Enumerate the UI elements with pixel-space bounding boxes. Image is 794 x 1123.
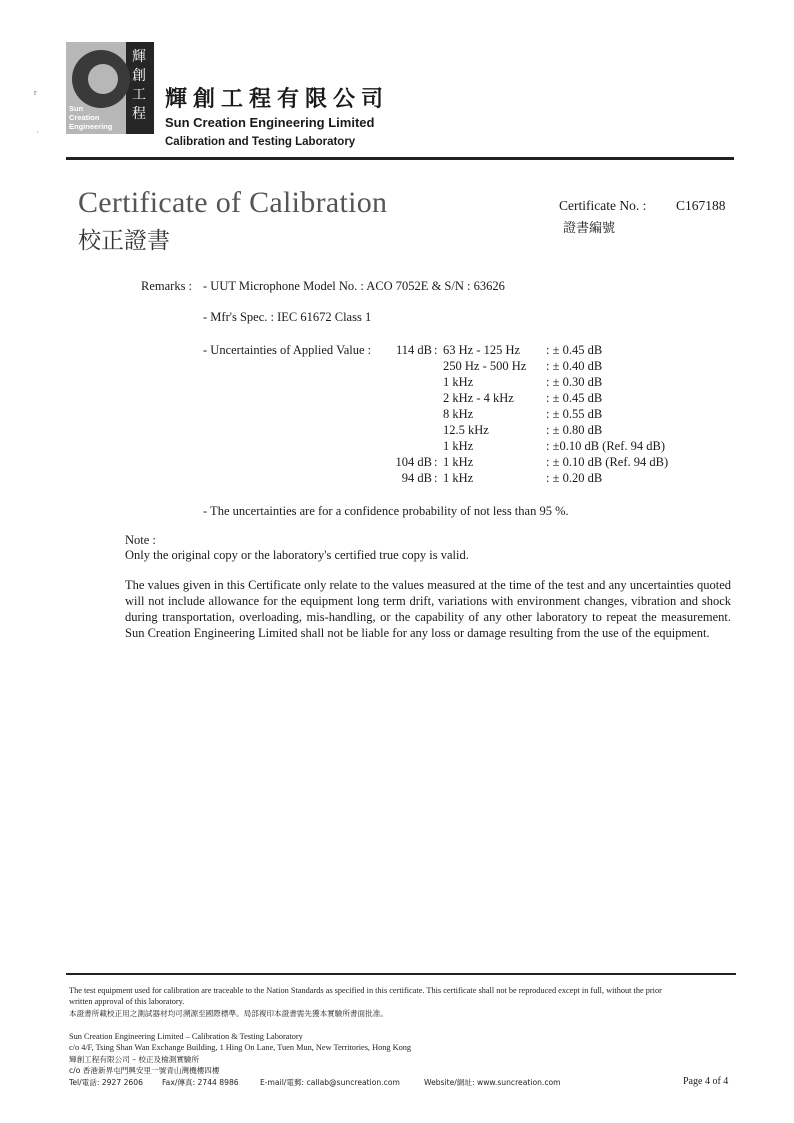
uncertainty-cell: : ± 0.45 dB [546,391,603,405]
footer-address-chinese: c/o 香港新界屯門興安里一號青山灣機樓四樓 [69,1066,220,1075]
uncertainty-cell: : ± 0.40 dB [546,359,603,373]
frequency-cell: 2 kHz - 4 kHz [443,391,514,405]
footer-fax: Fax/傳真: 2744 8986 [162,1078,239,1087]
note-label: Note : [125,533,156,547]
uncertainty-cell: : ±0.10 dB (Ref. 94 dB) [546,439,666,453]
scan-mark: r [34,88,37,97]
certificate-number: C167188 [676,198,726,213]
page-number: Page 4 of 4 [683,1076,729,1087]
logo-char: 創 [132,68,146,84]
footer-website[interactable]: Website/網址: www.suncreation.com [424,1078,561,1087]
laboratory-name: Calibration and Testing Laboratory [165,136,356,148]
traceability-statement-cont: written approval of this laboratory. [69,997,185,1006]
footer-company: Sun Creation Engineering Limited – Calibration & Testing Laboratory [69,1032,303,1041]
level-cell: 114 dB [396,343,432,357]
header-divider [66,157,734,160]
uut-model: - UUT Microphone Model No. : ACO 7052E & S/N : 63626 [203,279,505,293]
frequency-cell: 250 Hz - 500 Hz [443,359,527,373]
sep-cell: : [434,455,438,469]
frequency-cell: 63 Hz - 125 Hz [443,343,521,357]
uncertainty-cell: : ± 0.55 dB [546,407,603,421]
footer-divider [66,973,736,975]
certificate-number-label-chinese: 證書編號 [563,221,616,236]
frequency-cell: 8 kHz [443,407,474,421]
footer-telephone: Tel/電話: 2927 2606 [69,1078,143,1087]
uncertainty-label: - Uncertainties of Applied Value : [203,343,372,357]
uncertainty-cell: : ± 0.30 dB [546,375,603,389]
note-paragraph: The values given in this Certificate only relate to the values measured at the time of the test and any uncertainties quoted will not include allowance for the equipment long term drift, variations with environment changes, vibration and shock during transportation, overloading, mis-handling, or the capability of any other laboratory to repeat the measurement. Sun Creation Engineering Limited shall not be liable for any loss or damage resulting from the use of the equipment. [125,578,731,640]
frequency-cell: 1 kHz [443,439,474,453]
uncertainty-cell: : ± 0.20 dB [546,471,603,485]
traceability-statement: The test equipment used for calibration are traceable to the Nation Standards as specified in this certificate. This certificate shall not be reproduced except in full, without the prior [69,986,662,995]
frequency-cell: 1 kHz [443,471,474,485]
uncertainty-cell: : ± 0.10 dB (Ref. 94 dB) [546,455,669,469]
logo-char: 工 [132,87,146,103]
logo-text: Sun [69,104,84,113]
logo-char: 輝 [132,49,146,65]
logo-text: Engineering [69,122,113,131]
scan-mark: · [36,128,39,137]
level-cell: 94 dB [401,471,432,485]
footer-address: c/o 4/F, Tsing Shan Wan Exchange Building, 1 Hing On Lane, Tuen Mun, New Territories, Hong Kong [69,1043,412,1052]
level-cell: 104 dB [395,455,432,469]
sep-cell: : [434,471,438,485]
company-logo [66,42,154,134]
frequency-cell: 1 kHz [443,455,474,469]
manufacturer-spec: - Mfr's Spec. : IEC 61672 Class 1 [203,310,372,324]
company-name-english: Sun Creation Engineering Limited [165,115,375,130]
sep-cell: : [434,343,438,357]
logo-char: 程 [132,106,146,122]
traceability-statement-chinese: 本證書所載校正用之測試器材均可溯源至國際標準。局部複印本證書需先獲本實驗所書面批准。 [69,1009,388,1018]
certificate-title-chinese: 校正證書 [78,228,170,254]
certificate-title: Certificate of Calibration [78,186,388,219]
company-name-chinese: 輝創工程有限公司 [165,87,390,112]
frequency-cell: 12.5 kHz [443,423,489,437]
remarks-label: Remarks : [141,279,193,293]
confidence-statement: - The uncertainties are for a confidence probability of not less than 95 %. [203,504,569,518]
frequency-cell: 1 kHz [443,375,474,389]
note-validity: Only the original copy or the laboratory's certified true copy is valid. [125,548,469,562]
uncertainty-cell: : ± 0.45 dB [546,343,603,357]
logo-text: Creation [69,113,100,122]
footer-company-chinese: 輝創工程有限公司 – 校正及檢測實驗所 [69,1055,200,1064]
certificate-number-label: Certificate No. : [559,198,647,213]
uncertainty-cell: : ± 0.80 dB [546,423,603,437]
footer-email[interactable]: E-mail/電郵: callab@suncreation.com [260,1078,400,1087]
